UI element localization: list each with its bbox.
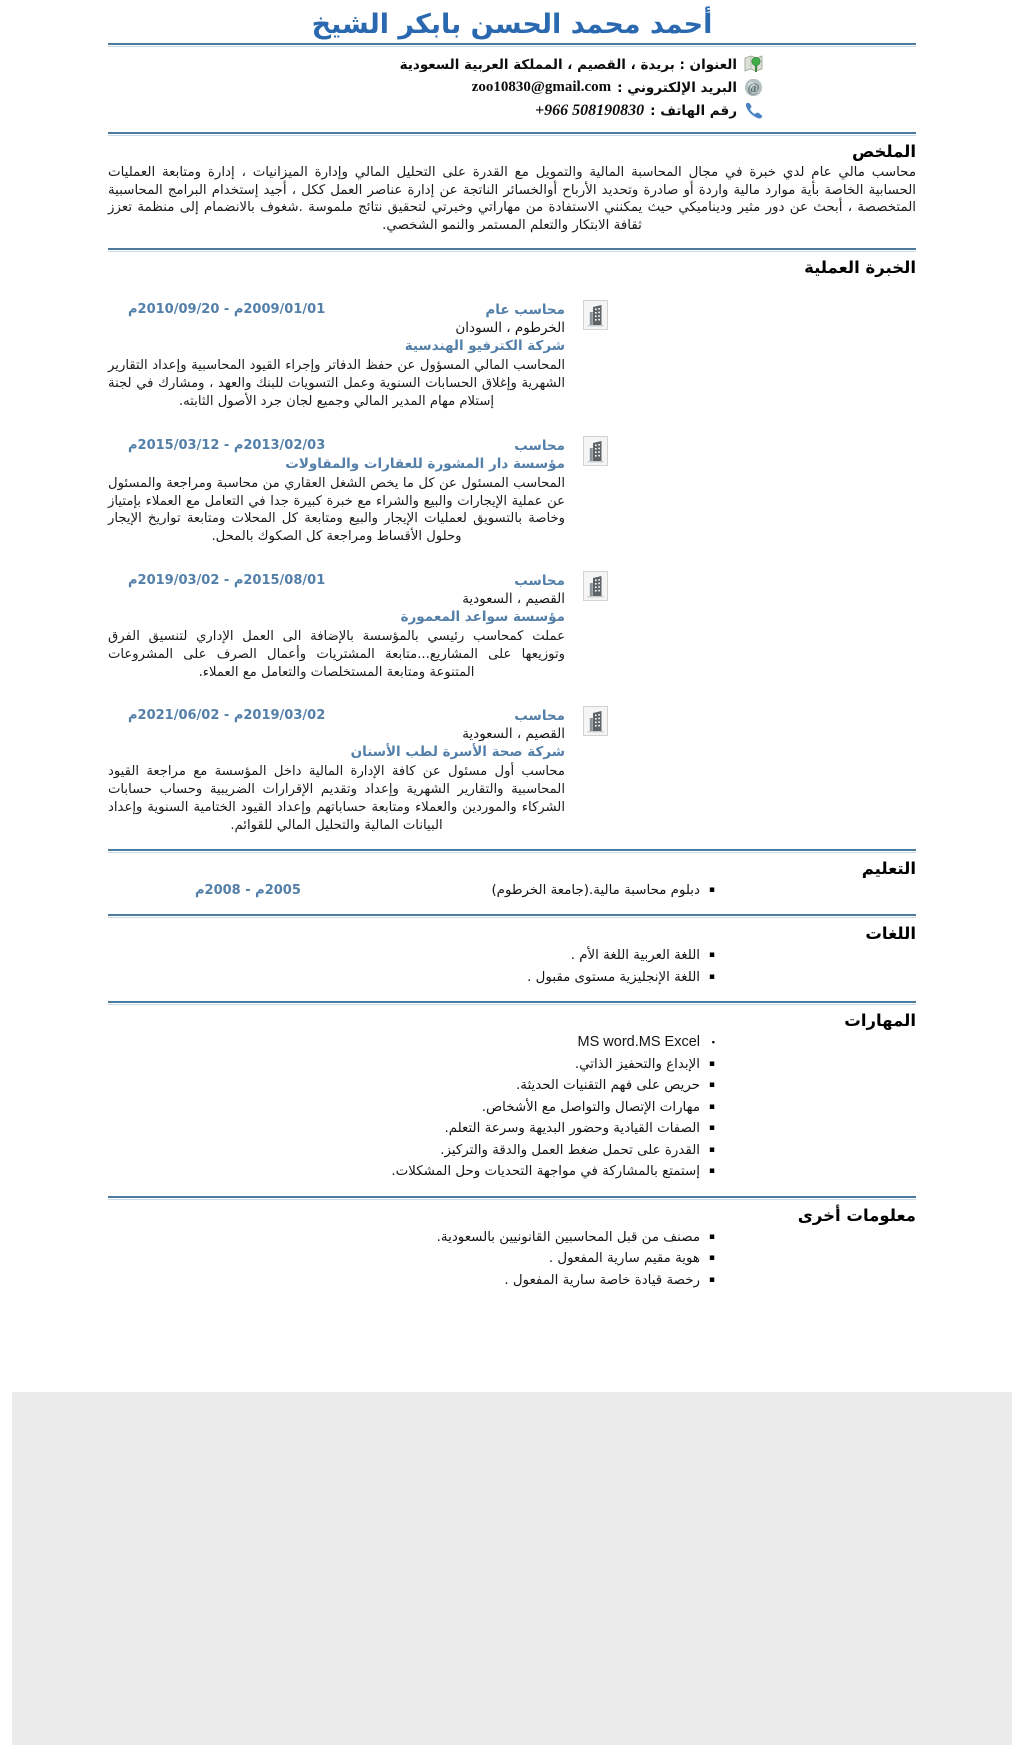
job-location: القصيم ، السعودية xyxy=(462,726,565,743)
other-info-item: ▪ هوية مقيم سارية المفعول . xyxy=(108,1249,716,1269)
education-list xyxy=(108,881,716,901)
section-title-experience: الخبرة العملية xyxy=(804,258,916,278)
section-title-other-info: معلومات أخرى xyxy=(797,1205,916,1225)
job-location: القصيم ، السعودية xyxy=(462,590,565,607)
skills-list xyxy=(108,1033,716,1182)
summary-section xyxy=(108,142,916,234)
skills-section xyxy=(108,1011,916,1182)
job-company: مؤسسة سواعد المعمورة xyxy=(400,608,565,625)
job-description: عملت كمحاسب رئيسي بالمؤسسة بالإضافة الى العمل الإداري لتنسيق الفرق وتوزيعها على المشاريع...متابعة المشتريات وأعمال الصرف على المشروعات المتنوعة ومتابعة المستخلصات والتعامل مع العملاء. xyxy=(108,628,565,680)
experience-entry xyxy=(108,707,608,834)
svg-text:@: @ xyxy=(747,80,760,95)
job-company: شركة صحة الأسرة لطب الأسنان xyxy=(350,744,565,761)
job-description: محاسب أول مسئول عن كافة الإدارة المالية داخل المؤسسة مع مراجعة القيود المحاسبية والتقارير الشهرية وإعداد وتقديم الإقرارات الضريبية وحساب حسابات الشركاء والموردين والعملاء ومتابعة حساباتهم وإعداد القيود الختامية السنوية وإعداد البيانات المالية والتحليل المالي للقوائم. xyxy=(108,764,565,833)
page-end-background xyxy=(12,1392,1012,1745)
section-title-summary: الملخص xyxy=(851,142,916,161)
job-dates: 2009/01/01م - 2010/09/20م xyxy=(128,302,326,318)
phone-label: رقم الهاتف : xyxy=(650,102,737,119)
address-text: العنوان : بريدة ، القصيم ، المملكة العربية السعودية xyxy=(399,56,737,73)
divider xyxy=(108,248,916,252)
skill-item: ▪ الصفات القيادية وحضور البديهة وسرعة التعلم. xyxy=(108,1119,716,1139)
job-description: المحاسب المسئول عن كل ما يخص الشغل العقاري من محاسبة ومراجعة والمسئول عن عملية الإيجارات والبيع والشراء مع خبرة كبيرة جدا في التعامل مع العملاء بإمتياز وخاصة بالتسويق لعمليات الإيجار والبيع ومتابعة كل المحلات ومتابعة تواريخ الإيجار وحلول الأقساط ومراجعة كل الصكوك بالمحل. xyxy=(108,475,565,545)
education-section xyxy=(108,859,916,901)
job-company: شركة الكترفيو الهندسية xyxy=(404,338,565,355)
divider xyxy=(108,132,916,136)
skill-item: ▪ حريص على فهم التقنيات الحديثة. xyxy=(108,1076,716,1096)
section-title-skills: المهارات xyxy=(844,1011,916,1031)
summary-paragraph: محاسب مالي عام لدي خبرة في مجال المحاسبة المالية والتمويل مع القدرة على التحليل المالي وإدارة الميزانيات ، إدارة ومتابعة العمليات الحسابية الخاصة بأية موارد مالية واردة أو صادرة وتحديد الأرباح أوالخسائر الناتجة عن إدارة عناصر العمل ككل ، أجيد إستخدام البرامج المحاسبية المتخصصة ، أبحث عن دور مثير وديناميكي حيث يمكنني الاستفادة من مهاراتي وخبرتي لتحقيق نتائج ملموسة .شغوف بالانضمام إلى منظمة تعزز ثقافة الابتكار والتعلم المستمر والنمو الشخصي. xyxy=(108,165,916,233)
job-description: المحاسب المالي المسؤول عن حفظ الدفاتر وإجراء القيود المحاسبية وإعداد التقارير الشهرية وإغلاق الحسابات السنوية وعمل التسويات للبنك والعهد ، ومشارك في لجنة إستلام مهام المدير المالي وجميع لجان جرد الأصول الثابته. xyxy=(108,358,565,409)
job-dates: 2019/03/02م - 2021/06/02م xyxy=(128,708,326,724)
building-icon xyxy=(583,436,608,466)
divider xyxy=(108,914,916,918)
skill-item: ▪ القدرة على تحمل ضغط العمل والدقة والتركيز. xyxy=(108,1141,716,1161)
skill-item: ▪ MS word.MS Excel xyxy=(108,1033,716,1053)
education-dates: 2005م - 2008م xyxy=(195,882,301,898)
divider xyxy=(108,1196,916,1200)
phone-icon xyxy=(743,100,764,121)
other-info-item: ▪ مصنف من قبل المحاسبين القانونيين بالسعودية. xyxy=(108,1228,716,1248)
language-item: ▪ اللغة الإنجليزية مستوى مقبول . xyxy=(108,968,716,988)
contact-phone-row xyxy=(108,99,764,122)
job-dates: 2013/02/03م - 2015/03/12م xyxy=(128,437,326,453)
education-item xyxy=(108,881,716,901)
education-degree: دبلوم محاسبة مالية.(جامعة الخرطوم) xyxy=(491,882,700,898)
building-icon xyxy=(583,571,608,601)
languages-section xyxy=(108,924,916,987)
page-title: أحمد محمد الحسن بابكر الشيخ xyxy=(311,9,713,40)
job-main xyxy=(108,437,565,546)
job-main xyxy=(108,707,565,834)
job-role: محاسب عام xyxy=(485,302,565,319)
experience-entry xyxy=(108,437,608,546)
contact-email-row xyxy=(108,76,764,99)
experience-entry xyxy=(108,572,608,681)
job-company: مؤسسة دار المشورة للعقارات والمقاولات xyxy=(285,455,565,472)
job-dates: 2015/08/01م - 2019/03/02م xyxy=(128,572,326,588)
job-role: محاسب xyxy=(514,572,565,589)
building-icon xyxy=(583,300,608,330)
email-value: zoo10830@gmail.com xyxy=(471,79,612,95)
section-title-languages: اللغات xyxy=(865,924,916,944)
other-info-section xyxy=(108,1206,916,1291)
contact-block xyxy=(108,47,916,129)
building-icon xyxy=(583,706,608,736)
job-role: محاسب xyxy=(514,708,565,725)
other-info-item: ▪ رخصة قيادة خاصة سارية المفعول . xyxy=(108,1271,716,1291)
divider xyxy=(108,849,916,853)
map-pin-icon xyxy=(743,54,764,75)
other-info-list xyxy=(108,1228,716,1291)
skill-item: ▪ الإبداع والتحفيز الذاتي. xyxy=(108,1055,716,1075)
skill-item: ▪ مهارات الإتصال والتواصل مع الأشخاص. xyxy=(108,1098,716,1118)
experience-section xyxy=(108,258,916,834)
section-title-education: التعليم xyxy=(861,858,916,878)
email-label: البريد الإلكتروني : xyxy=(617,79,737,96)
divider xyxy=(108,1001,916,1005)
job-main xyxy=(108,301,565,410)
email-at-icon xyxy=(743,77,764,98)
job-role: محاسب xyxy=(514,437,565,454)
job-location: الخرطوم ، السودان xyxy=(455,320,565,337)
contact-address-row xyxy=(108,53,764,76)
language-item: ▪ اللغة العربية اللغة الأم . xyxy=(108,946,716,966)
experience-entry xyxy=(108,301,608,410)
phone-value: +966 508190830 xyxy=(535,101,645,119)
languages-list xyxy=(108,946,716,987)
skill-item: ▪ إستمتع بالمشاركة في مواجهة التحديات وحل المشكلات. xyxy=(108,1162,716,1182)
job-main xyxy=(108,572,565,681)
